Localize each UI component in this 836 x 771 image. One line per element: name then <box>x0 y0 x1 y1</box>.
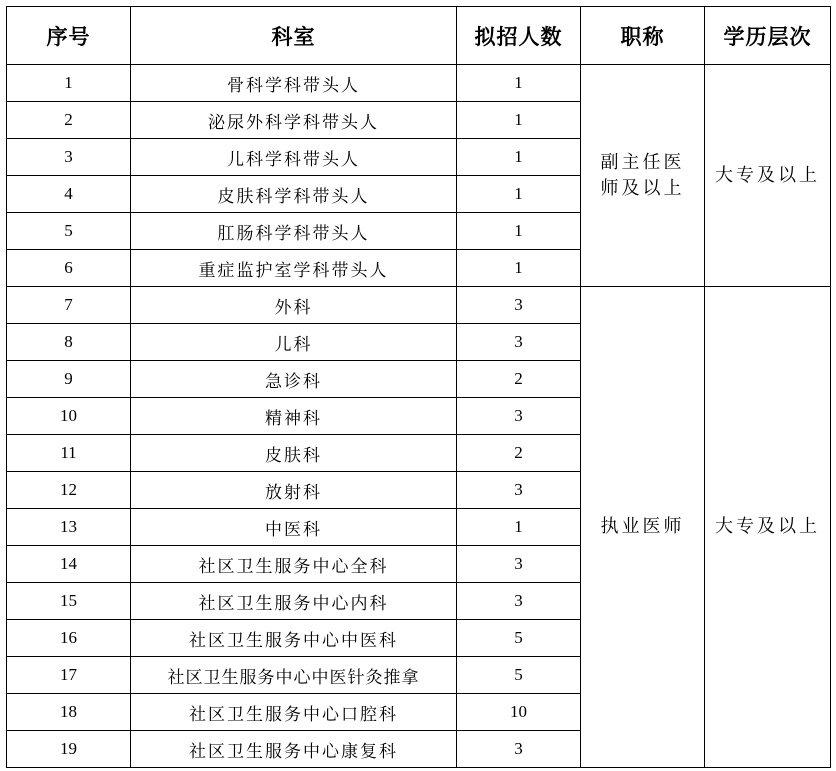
cell-dept[interactable]: 社区卫生服务中心中医科 <box>131 620 457 657</box>
cell-dept[interactable]: 泌尿外科学科带头人 <box>131 102 457 139</box>
cell-count[interactable]: 3 <box>457 472 581 509</box>
cell-title-group-2[interactable]: 执业医师 <box>581 287 705 768</box>
cell-seq[interactable]: 5 <box>7 213 131 250</box>
cell-dept[interactable]: 肛肠科学科带头人 <box>131 213 457 250</box>
cell-seq[interactable]: 1 <box>7 65 131 102</box>
cell-count[interactable]: 1 <box>457 176 581 213</box>
cell-dept[interactable]: 外科 <box>131 287 457 324</box>
recruitment-table <box>6 6 831 768</box>
cell-count[interactable]: 1 <box>457 213 581 250</box>
cell-count[interactable]: 1 <box>457 102 581 139</box>
header-count[interactable]: 拟招人数 <box>457 7 581 65</box>
cell-dept[interactable]: 社区卫生服务中心口腔科 <box>131 694 457 731</box>
cell-dept[interactable]: 皮肤科学科带头人 <box>131 176 457 213</box>
cell-seq[interactable]: 17 <box>7 657 131 694</box>
cell-dept[interactable]: 儿科 <box>131 324 457 361</box>
cell-title-group-1[interactable]: 副主任医师及以上 <box>581 65 705 287</box>
cell-seq[interactable]: 6 <box>7 250 131 287</box>
cell-seq[interactable]: 19 <box>7 731 131 768</box>
cell-dept[interactable]: 精神科 <box>131 398 457 435</box>
cell-dept[interactable]: 中医科 <box>131 509 457 546</box>
cell-count[interactable]: 2 <box>457 361 581 398</box>
cell-dept[interactable]: 皮肤科 <box>131 435 457 472</box>
cell-count[interactable]: 5 <box>457 620 581 657</box>
cell-seq[interactable]: 3 <box>7 139 131 176</box>
header-title[interactable]: 职称 <box>581 7 705 65</box>
table-row <box>7 287 831 324</box>
cell-dept[interactable]: 社区卫生服务中心全科 <box>131 546 457 583</box>
cell-seq[interactable]: 11 <box>7 435 131 472</box>
cell-count[interactable]: 1 <box>457 139 581 176</box>
header-row <box>7 7 831 65</box>
cell-count[interactable]: 1 <box>457 65 581 102</box>
cell-seq[interactable]: 15 <box>7 583 131 620</box>
cell-seq[interactable]: 13 <box>7 509 131 546</box>
cell-dept[interactable]: 放射科 <box>131 472 457 509</box>
cell-count[interactable]: 1 <box>457 250 581 287</box>
cell-seq[interactable]: 16 <box>7 620 131 657</box>
cell-count[interactable]: 5 <box>457 657 581 694</box>
recruitment-table-sheet <box>6 6 831 768</box>
cell-count[interactable]: 3 <box>457 583 581 620</box>
header-edu[interactable]: 学历层次 <box>705 7 831 65</box>
cell-edu-group-2[interactable]: 大专及以上 <box>705 287 831 768</box>
cell-count[interactable]: 3 <box>457 398 581 435</box>
cell-count[interactable]: 3 <box>457 731 581 768</box>
cell-count[interactable]: 2 <box>457 435 581 472</box>
cell-dept[interactable]: 重症监护室学科带头人 <box>131 250 457 287</box>
cell-seq[interactable]: 18 <box>7 694 131 731</box>
cell-seq[interactable]: 9 <box>7 361 131 398</box>
cell-count[interactable]: 3 <box>457 287 581 324</box>
cell-count[interactable]: 3 <box>457 324 581 361</box>
cell-seq[interactable]: 12 <box>7 472 131 509</box>
cell-seq[interactable]: 8 <box>7 324 131 361</box>
cell-edu-group-1[interactable]: 大专及以上 <box>705 65 831 287</box>
header-dept[interactable]: 科室 <box>131 7 457 65</box>
cell-dept[interactable]: 社区卫生服务中心中医针灸推拿 <box>131 657 457 694</box>
cell-dept[interactable]: 急诊科 <box>131 361 457 398</box>
cell-seq[interactable]: 7 <box>7 287 131 324</box>
cell-count[interactable]: 1 <box>457 509 581 546</box>
cell-count[interactable]: 10 <box>457 694 581 731</box>
cell-seq[interactable]: 4 <box>7 176 131 213</box>
cell-count[interactable]: 3 <box>457 546 581 583</box>
cell-seq[interactable]: 10 <box>7 398 131 435</box>
cell-dept[interactable]: 儿科学科带头人 <box>131 139 457 176</box>
cell-dept[interactable]: 社区卫生服务中心内科 <box>131 583 457 620</box>
cell-dept[interactable]: 骨科学科带头人 <box>131 65 457 102</box>
cell-seq[interactable]: 2 <box>7 102 131 139</box>
header-seq[interactable]: 序号 <box>7 7 131 65</box>
table-row <box>7 65 831 102</box>
cell-dept[interactable]: 社区卫生服务中心康复科 <box>131 731 457 768</box>
cell-seq[interactable]: 14 <box>7 546 131 583</box>
